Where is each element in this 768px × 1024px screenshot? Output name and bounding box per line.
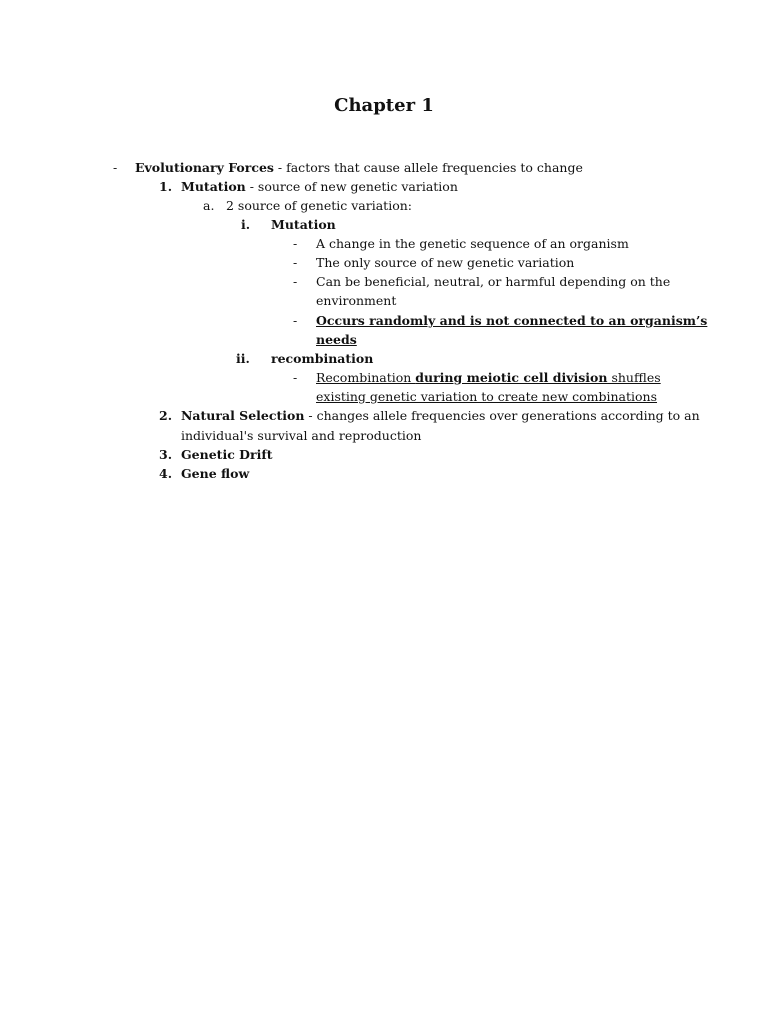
list-item-sub-mutation: Mutation: [271, 217, 336, 232]
list-item-evolutionary-forces: [135, 158, 583, 177]
list-item-mutation-effects-cont: environment: [316, 293, 397, 308]
page-title: Chapter 1: [334, 95, 434, 116]
roman-marker: i.: [241, 217, 251, 232]
desc-mutation: - source of new genetic variation: [245, 179, 458, 194]
recombination-text-2: shuffles: [607, 370, 661, 385]
term-natural-selection: Natural Selection: [181, 408, 305, 423]
list-item-genetic-drift: Genetic Drift: [181, 447, 273, 462]
letter-marker: a.: [203, 198, 215, 213]
bullet-marker: -: [293, 370, 298, 385]
list-item-mutation: [181, 177, 458, 196]
bullet-marker: -: [293, 236, 298, 251]
roman-marker: ii.: [236, 351, 250, 366]
list-item-natural-selection-cont: individual's survival and reproduction: [181, 428, 422, 443]
term-evolutionary-forces: Evolutionary Forces: [135, 160, 274, 175]
desc-natural-selection: - changes allele frequencies over generations according to an: [304, 408, 700, 423]
list-item-recombination-definition: [316, 368, 661, 387]
list-item-natural-selection: [181, 406, 700, 425]
list-item-mutation-effects: Can be beneficial, neutral, or harmful depending on the: [316, 274, 671, 289]
list-item-gene-flow: Gene flow: [181, 466, 250, 481]
number-marker: 2.: [159, 408, 173, 423]
term-mutation: Mutation: [181, 179, 246, 194]
list-item-mutation-definition: A change in the genetic sequence of an organism: [316, 236, 629, 251]
number-marker: 4.: [159, 466, 173, 481]
list-item-mutation-random: Occurs randomly and is not connected to an organism’s: [316, 313, 708, 328]
list-item-sources: 2 source of genetic variation:: [226, 198, 412, 213]
recombination-text-1: Recombination: [316, 370, 416, 385]
list-item-recombination: recombination: [271, 351, 374, 366]
desc-evolutionary-forces: - factors that cause allele frequencies to change: [273, 160, 583, 175]
bullet-marker: -: [113, 160, 118, 175]
list-item-recombination-definition-cont: existing genetic variation to create new combinations: [316, 389, 658, 404]
bullet-marker: -: [293, 274, 298, 289]
list-item-mutation-random-cont: needs: [316, 332, 357, 347]
bullet-marker: -: [293, 313, 298, 328]
bullet-marker: -: [293, 255, 298, 270]
recombination-text-bold: during meiotic cell division: [415, 370, 608, 385]
number-marker: 1.: [159, 179, 173, 194]
number-marker: 3.: [159, 447, 173, 462]
list-item-mutation-source: The only source of new genetic variation: [316, 255, 575, 270]
